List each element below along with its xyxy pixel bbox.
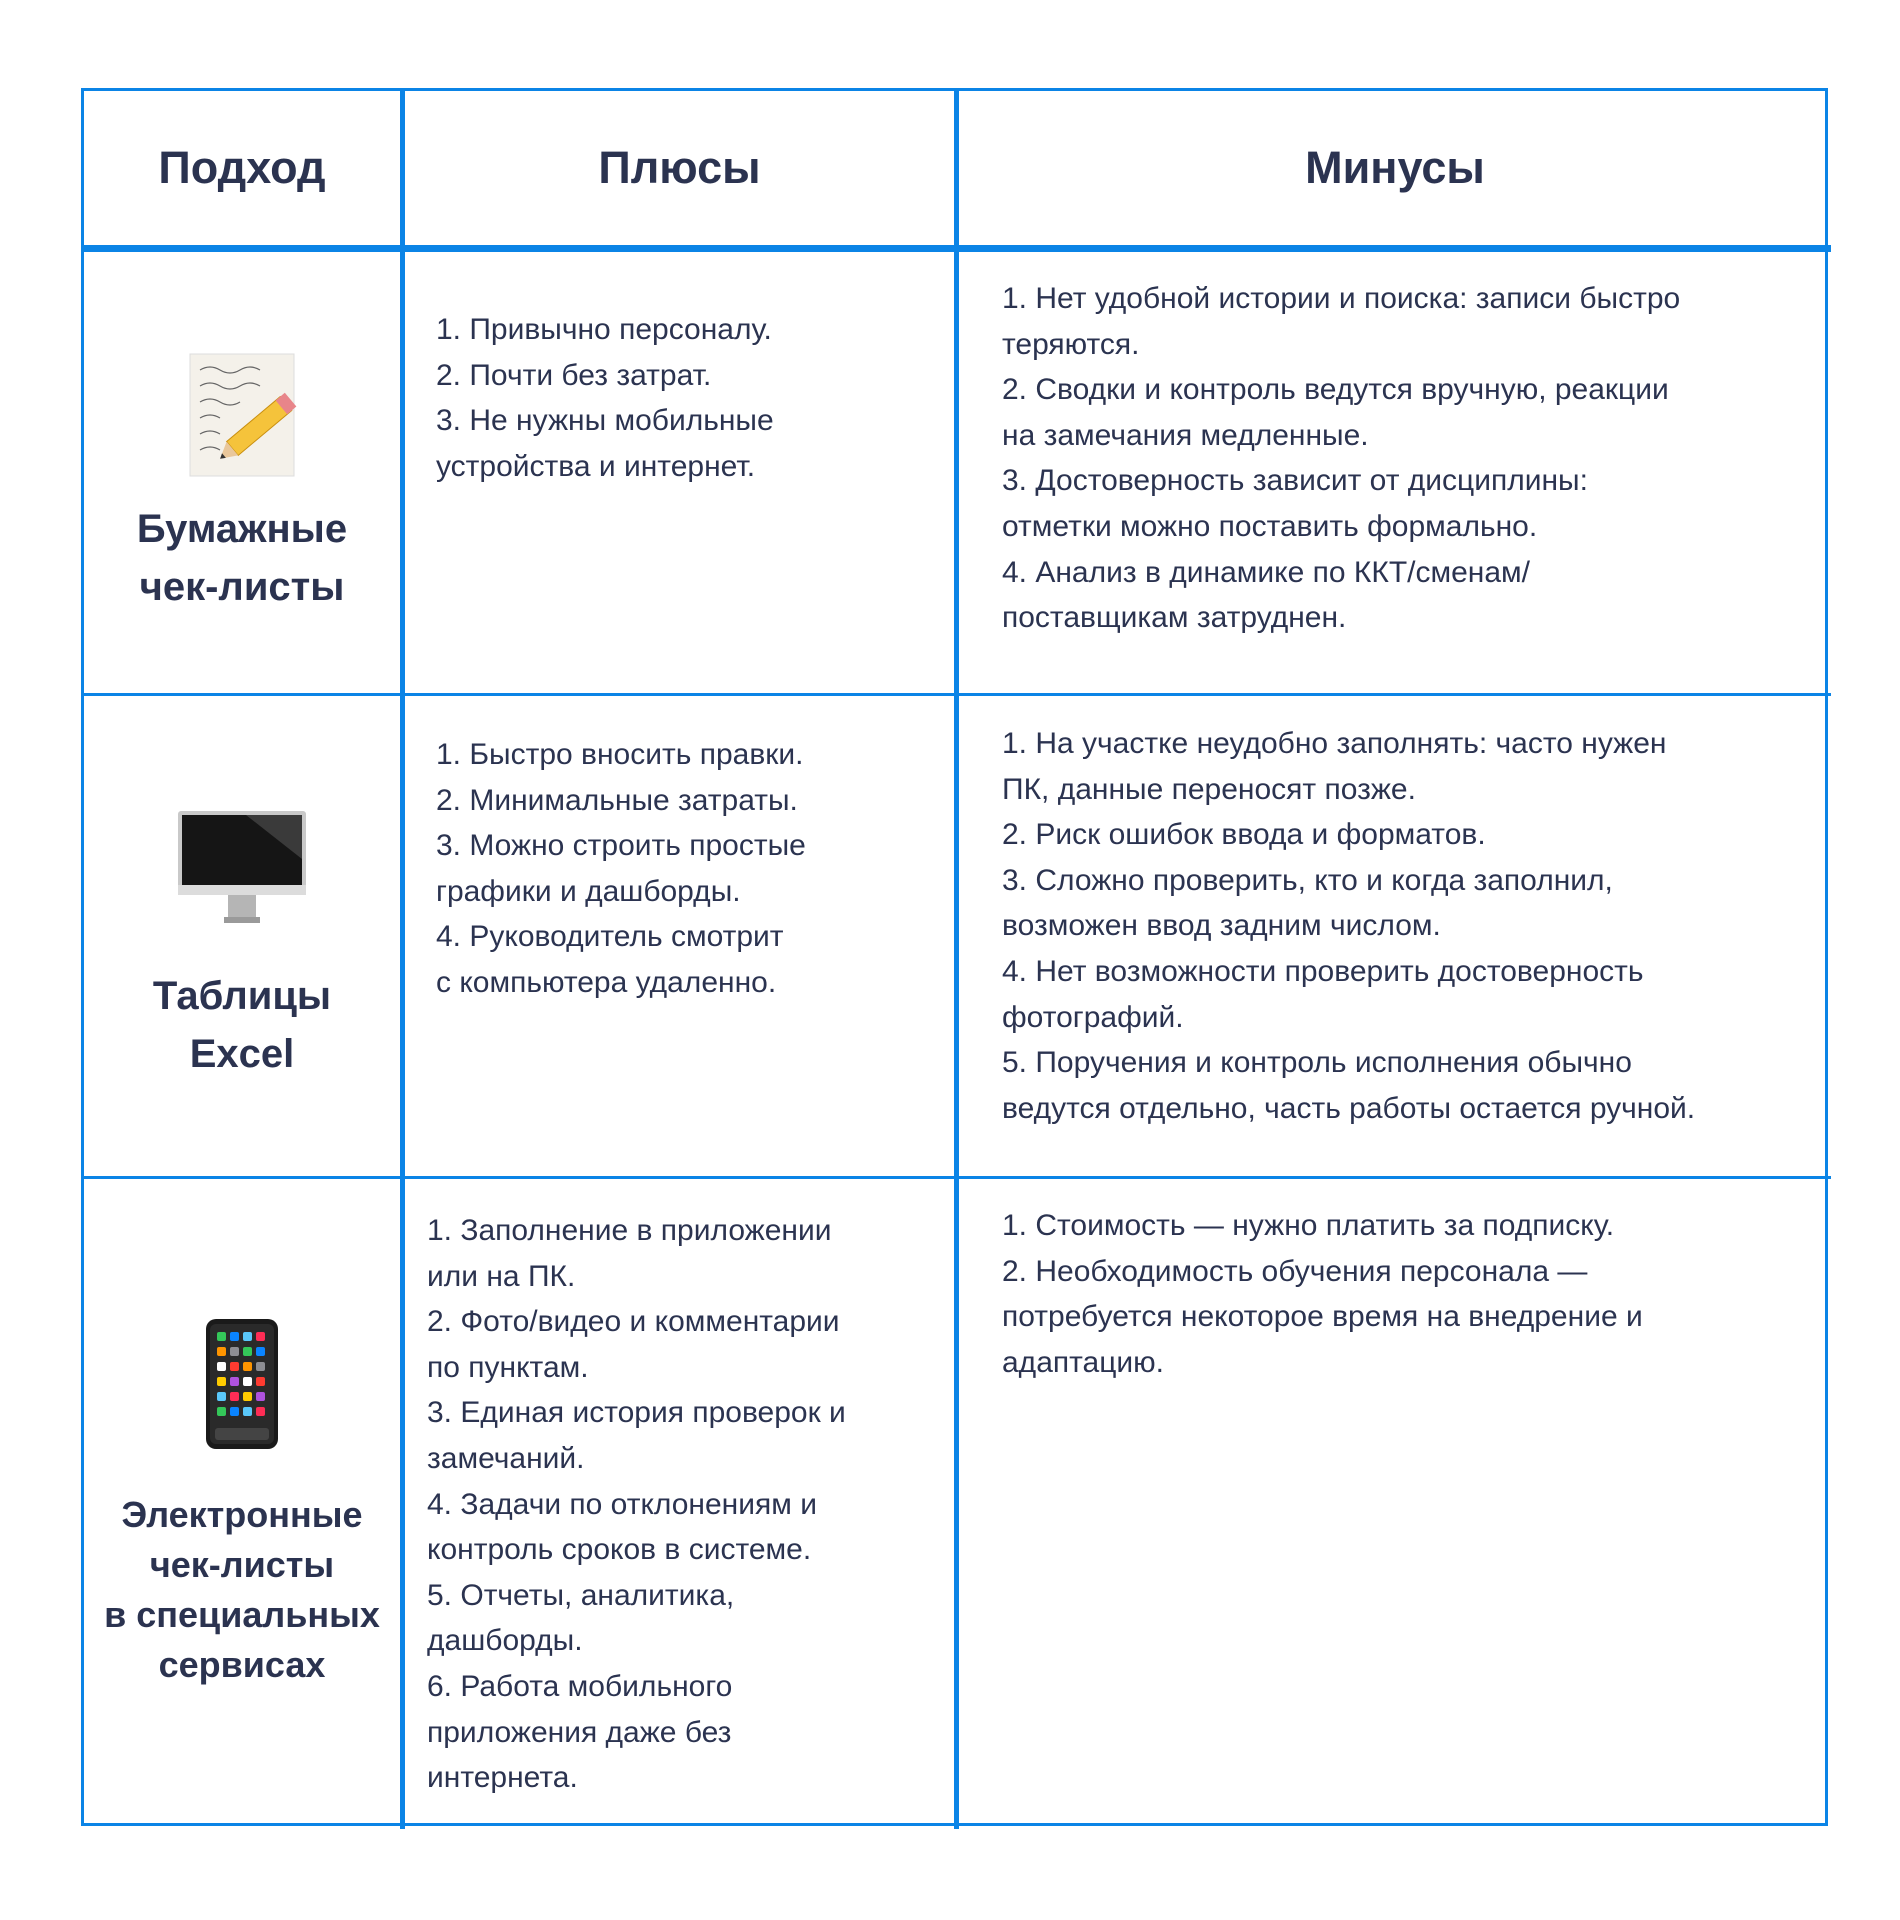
desktop-computer-icon [176,809,308,927]
list-item: 6. Работа мобильного приложения даже без интернета. [427,1669,733,1795]
header-approach [84,91,405,252]
app-tile [217,1377,226,1386]
app-tile [243,1362,252,1371]
approach-label: Бумажные чек-листы [136,506,348,609]
app-tile [217,1347,226,1356]
app-tile [256,1347,265,1356]
cons-cell [959,696,1831,1179]
list-item: 1. На участке неудобно заполнять: часто нужен ПК, данные переносят позже. [1002,727,1667,806]
header-cons-label: Минусы [1305,142,1485,193]
approach-paper [84,252,405,696]
list-item: 1. Стоимость — нужно платить за подписку. [1002,1209,1615,1242]
mobile-phone-icon [205,1318,279,1450]
list-item: 1. Быстро вносить правки. [436,738,804,771]
list-item: 2. Почти без затрат. [436,358,712,392]
app-tile [256,1362,265,1371]
app-tile [230,1332,239,1341]
list-item: 1. Нет удобной истории и поиска: записи быстро теряются. [1002,282,1681,361]
memo-pencil-icon [186,350,298,480]
app-tile [256,1332,265,1341]
app-tile [230,1347,239,1356]
header-cons [959,91,1831,252]
app-tile [230,1407,239,1416]
app-tile [243,1347,252,1356]
approach-label: Электронные чек-листы в специальных сервисах [104,1494,380,1685]
list-item: 4. Руководитель смотрит с компьютера удаленно. [436,920,784,999]
list-item: 4. Задачи по отклонениям и контроль сроков в системе. [427,1487,817,1567]
app-tile [256,1392,265,1401]
list-item: 2. Необходимость обучения персонала — потребуется некоторое время на внедрение и адаптацию. [1002,1254,1643,1379]
list-item: 1. Заполнение в приложении или на ПК. [427,1214,832,1293]
comparison-table [81,88,1828,1826]
app-tile [230,1362,239,1371]
app-tile [256,1377,265,1386]
app-tile [217,1392,226,1401]
list-item: 1. Привычно персоналу. [436,313,772,346]
app-tile [243,1332,252,1341]
pros-cell [405,696,959,1179]
app-tile [230,1392,239,1401]
cons-cell [959,1179,1831,1829]
app-tile [243,1392,252,1401]
list-item: 5. Отчеты, аналитика, дашборды. [427,1578,735,1658]
pros-cell [405,252,959,696]
app-tile [230,1377,239,1386]
app-tile [217,1407,226,1416]
approach-electronic [84,1179,405,1829]
app-tile [243,1377,252,1386]
app-tile [217,1362,226,1371]
approach-label: Таблицы Excel [152,974,332,1076]
list-item: 3. Можно строить простые графики и дашборды. [436,829,806,908]
approach-excel [84,696,405,1179]
header-pros-label: Плюсы [598,142,761,193]
list-item: 2. Фото/видео и комментарии по пунктам. [427,1305,840,1384]
app-tile [256,1407,265,1416]
list-item: 3. Сложно проверить, кто и когда заполнил, возможен ввод задним числом. [1002,863,1613,943]
list-item: 2. Минимальные затраты. [436,783,798,817]
list-item: 3. Достоверность зависит от дисциплины: отметки можно поставить формально. [1002,464,1588,543]
app-tile [243,1407,252,1416]
list-item: 2. Сводки и контроль ведутся вручную, реакции на замечания медленные. [1002,373,1669,452]
header-approach-label: Подход [158,142,326,193]
list-item: 3. Не нужны мобильные устройства и интернет. [436,404,774,483]
list-item: 3. Единая история проверок и замечаний. [427,1396,846,1475]
list-item: 4. Анализ в динамике по ККТ/сменам/ поставщикам затруднен. [1002,555,1531,635]
app-tile [217,1332,226,1341]
cons-cell [959,252,1831,696]
list-item: 2. Риск ошибок ввода и форматов. [1002,818,1486,852]
list-item: 4. Нет возможности проверить достоверность фотографий. [1002,954,1644,1034]
header-pros [405,91,959,252]
list-item: 5. Поручения и контроль исполнения обычно ведутся отдельно, часть работы остается ручной. [1002,1046,1696,1125]
pros-cell [405,1179,959,1829]
